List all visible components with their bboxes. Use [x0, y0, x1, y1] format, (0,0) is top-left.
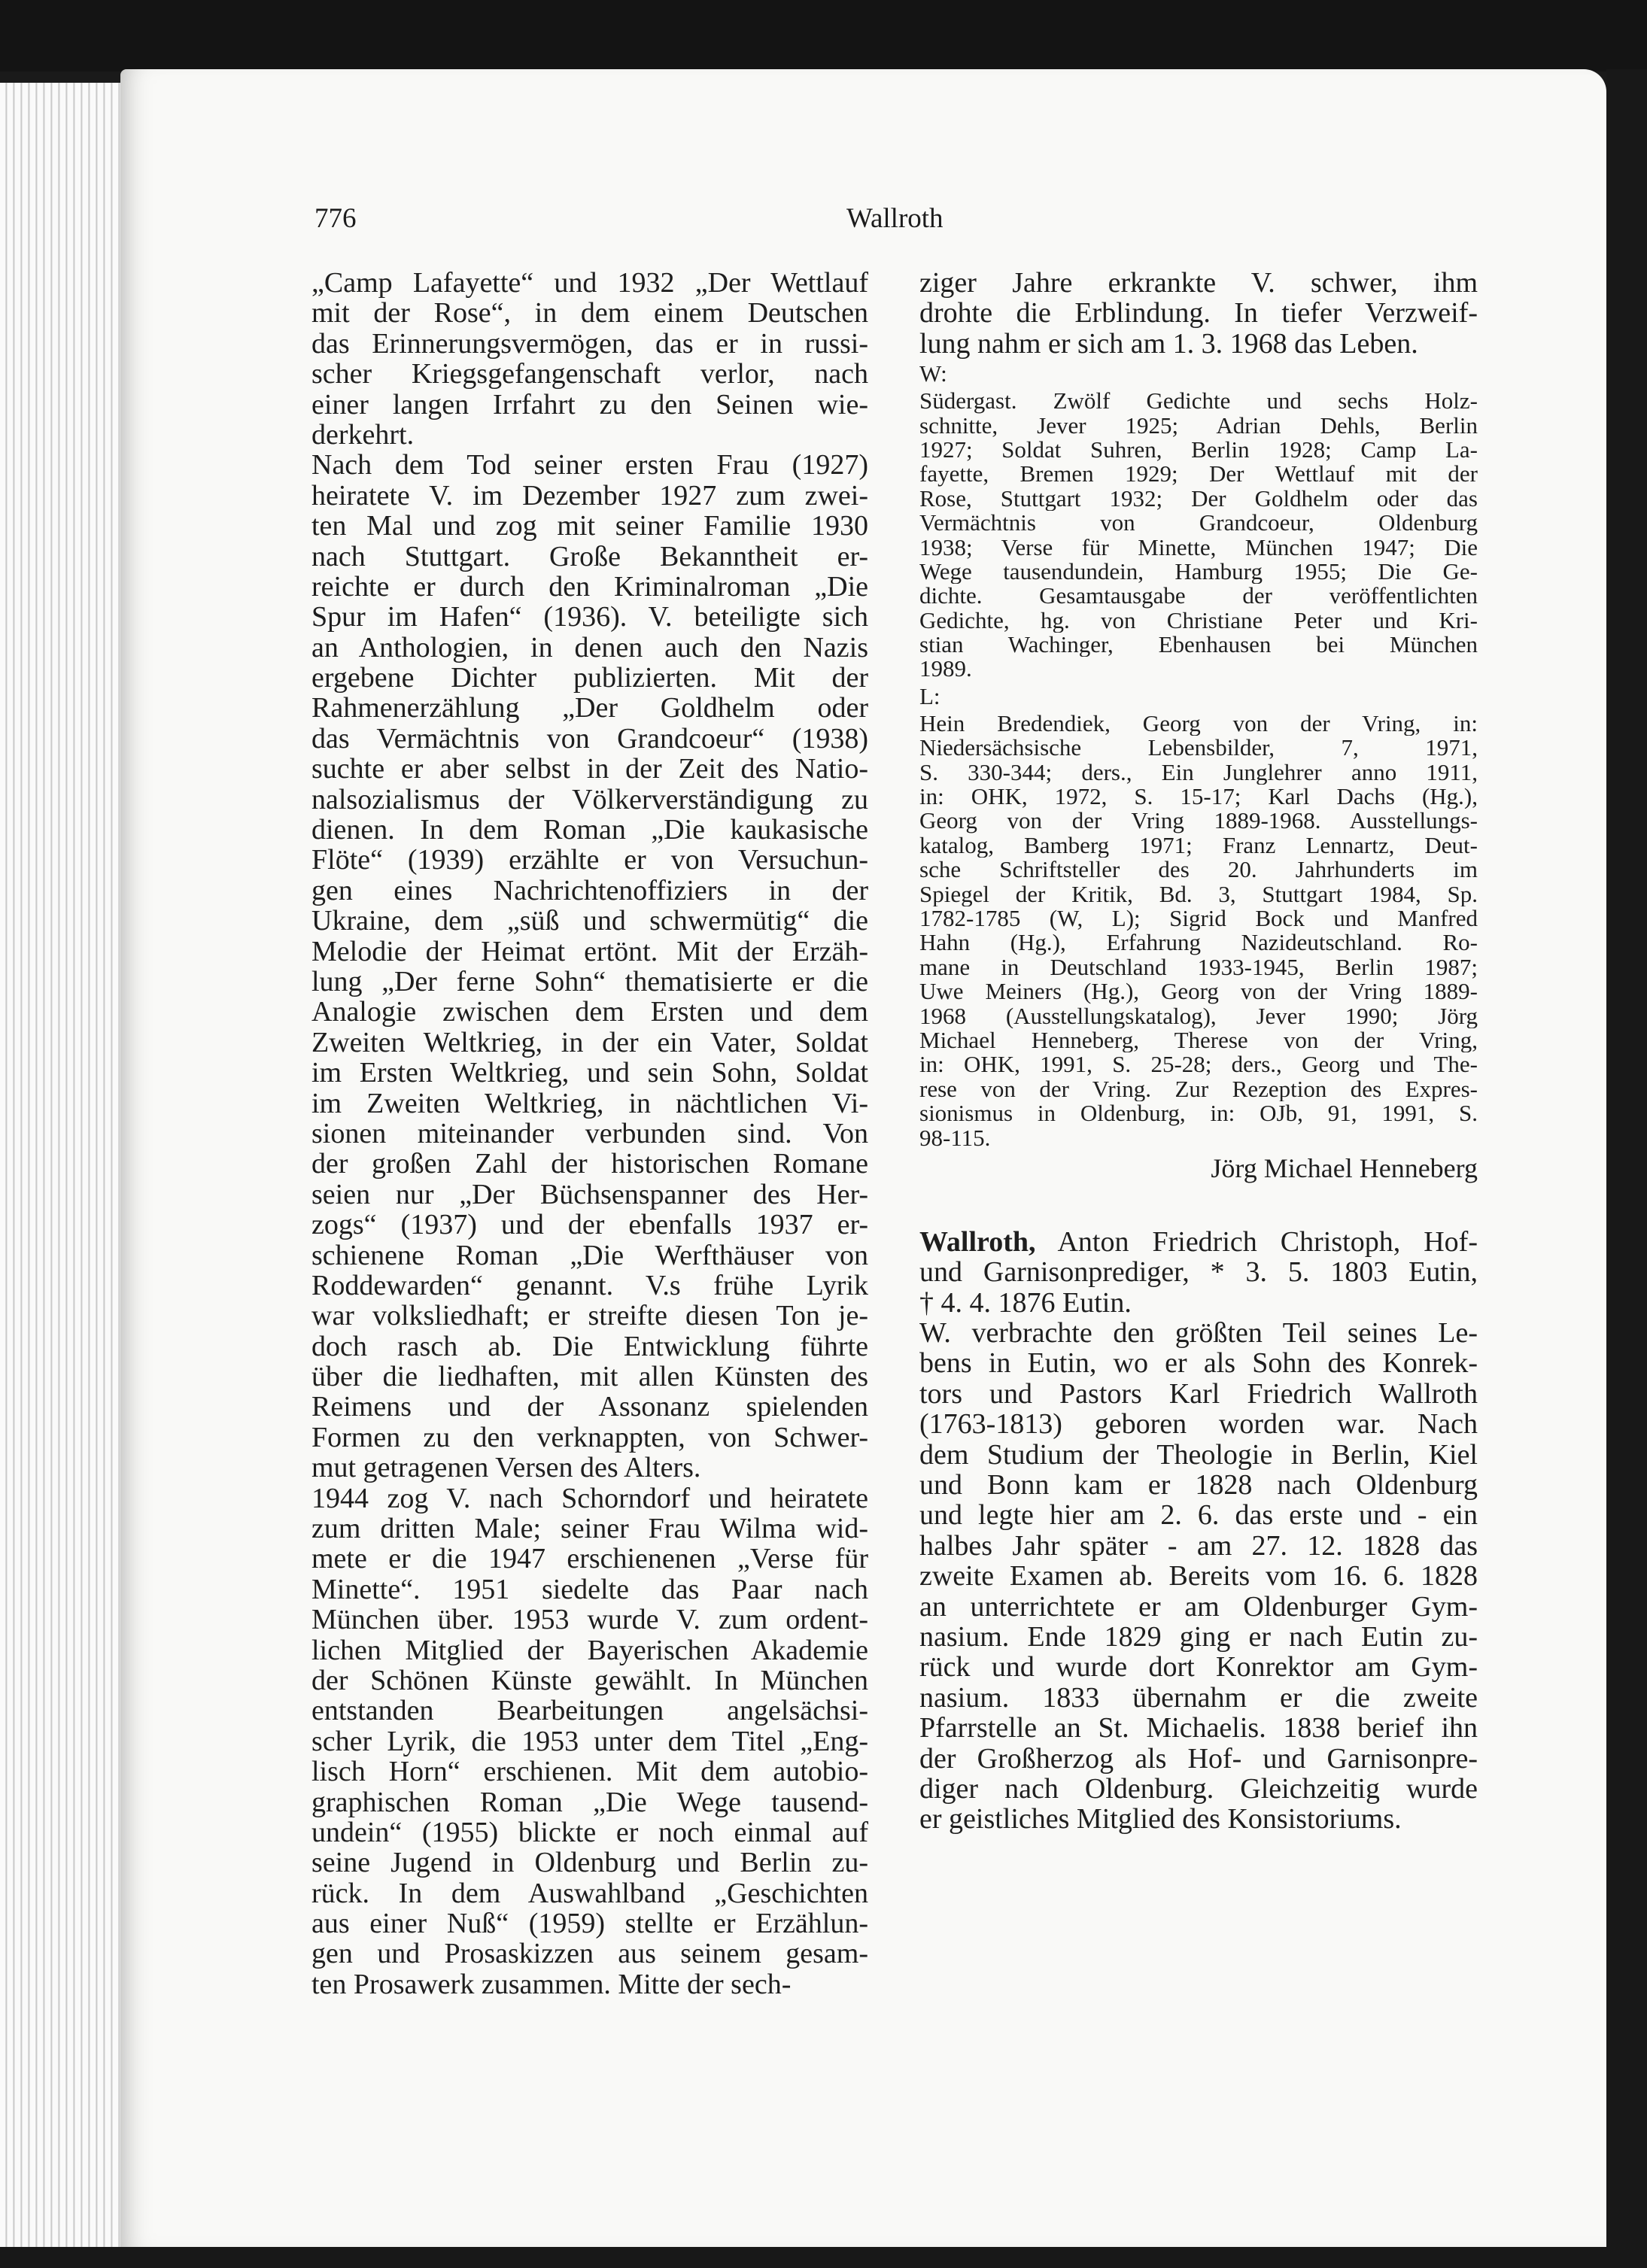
text-line: ergebene Dichter publizierten. Mit der: [311, 663, 868, 694]
text-line: 1927; Soldat Suhren, Berlin 1928; Camp La-: [919, 437, 1478, 463]
text-line: rese von der Vring. Zur Rezeption des Expres-: [919, 1076, 1478, 1102]
text-line: mit der Rose“, in dem einem Deutschen: [311, 298, 868, 329]
text-line: zweite Examen ab. Bereits vom 16. 6. 1828: [919, 1561, 1478, 1592]
text-line: 1968 (Ausstellungskatalog), Jever 1990; Jörg: [919, 1003, 1478, 1028]
text-line: reichte er durch den Kriminalroman „Die: [311, 571, 868, 603]
text-line: aus einer Nuß“ (1959) stellte er Erzählun-: [311, 1908, 868, 1939]
text-line: Nach dem Tod seiner ersten Frau (1927): [311, 450, 868, 481]
text-line: gen eines Nachrichtenoffiziers in der: [311, 875, 868, 906]
text-line: mete er die 1947 erschienenen „Verse für: [311, 1544, 868, 1574]
text-line: er geistliches Mitglied des Konsistoriums.: [919, 1804, 1402, 1835]
text-line: an unterrichtete er am Oldenburger Gym-: [919, 1591, 1478, 1622]
text-line: und Garnisonprediger, * 3. 5. 1803 Eutin,: [919, 1257, 1478, 1288]
text-line: scher Kriegsgefangenschaft verlor, nach: [311, 359, 868, 390]
text-line: lung nahm er sich am 1. 3. 1968 das Leben.: [919, 328, 1418, 360]
text-line: doch rasch ab. Die Entwicklung führte: [311, 1331, 868, 1362]
text-line: im Zweiten Weltkrieg, in nächtlichen Vi-: [311, 1088, 868, 1119]
text-line: nach Stuttgart. Große Bekanntheit er-: [311, 541, 868, 572]
text-line: Roddewarden“ genannt. V.s frühe Lyrik: [311, 1270, 868, 1301]
continuation-paragraph: [919, 268, 1478, 359]
text-line: sionen miteinander verbunden sind. Von: [311, 1118, 868, 1149]
text-line: rück und wurde dort Konrektor am Gym-: [919, 1652, 1478, 1683]
text-line: sche Schriftsteller des 20. Jahrhunderts im: [919, 858, 1478, 882]
text-line: lisch Horn“ erschienen. Mit dem autobio-: [311, 1756, 868, 1787]
text-line: ziger Jahre erkrankte V. schwer, ihm: [919, 268, 1478, 299]
entry-header: [919, 1257, 1478, 1318]
text-line: Zweiten Weltkrieg, in der ein Vater, Soldat: [311, 1027, 868, 1058]
text-line: Hahn (Hg.), Erfahrung Nazideutschland. Ro-: [919, 931, 1478, 955]
text-line: Georg von der Vring 1889-1968. Ausstellungs-: [919, 809, 1478, 833]
text-line: und Bonn kam er 1828 nach Oldenburg: [919, 1470, 1478, 1501]
text-line: Reimens und der Assonanz spielenden: [311, 1392, 868, 1422]
right-text-column: [919, 268, 1478, 1835]
text-line: lichen Mitglied der Bayerischen Akademie: [311, 1635, 868, 1665]
text-line: Spiegel der Kritik, Bd. 3, Stuttgart 1984, Sp.: [919, 882, 1478, 906]
text-line: der großen Zahl der historischen Romane: [311, 1149, 868, 1180]
scan-background-bottom: [0, 2247, 1647, 2268]
text-line: nasium. 1833 übernahm er die zweite: [919, 1682, 1478, 1714]
text-line: Niedersächsische Lebensbilder, 7, 1971,: [919, 736, 1478, 761]
text-line: Ukraine, dem „süß und schwermütig“ die: [311, 906, 868, 937]
text-line: der Schönen Künste gewählt. In München: [311, 1665, 868, 1696]
text-line: zogs“ (1937) und der ebenfalls 1937 er-: [311, 1210, 868, 1240]
running-head-title: Wallroth: [846, 203, 944, 234]
page-number: 776: [315, 203, 357, 234]
text-line: fayette, Bremen 1929; Der Wettlauf mit der: [919, 462, 1478, 487]
text-line: das Erinnerungsvermögen, das er in russi-: [311, 328, 868, 360]
text-line: mut getragenen Versen des Alters.: [311, 1453, 701, 1483]
text-line: dichte. Gesamtausgabe der veröffentlichten: [919, 584, 1478, 609]
text-line: Formen zu den verknappten, von Schwer-: [311, 1422, 868, 1453]
text-line: (1763-1813) geboren worden war. Nach: [919, 1409, 1478, 1440]
text-line: ten Mal und zog mit seiner Familie 1930: [311, 511, 868, 542]
text-line: ten Prosawerk zusammen. Mitte der sech-: [311, 1969, 792, 2000]
text-line: Rose, Stuttgart 1932; Der Goldhelm oder das: [919, 486, 1478, 512]
text-line: suchte er aber selbst in der Zeit des Natio-: [311, 754, 868, 785]
text-line: halbes Jahr später - am 27. 12. 1828 das: [919, 1530, 1478, 1562]
text-line: Melodie der Heimat ertönt. Mit der Erzäh-: [311, 936, 868, 967]
text-line: nalsozialismus der Völkerverständigung zu: [311, 784, 868, 815]
text-line: graphischen Roman „Die Wege tausend-: [311, 1787, 868, 1817]
text-line: schienene Roman „Die Werfthäuser von: [311, 1240, 868, 1271]
text-line: rück. In dem Auswahlband „Geschichten: [311, 1878, 868, 1909]
text-line: war volksliedhaft; er streifte diesen Ton je-: [311, 1301, 868, 1331]
entry-body: [919, 1318, 1478, 1835]
text-line: Uwe Meiners (Hg.), Georg von der Vring 1889-: [919, 979, 1478, 1004]
text-line: Spur im Hafen“ (1936). V. beteiligte sich: [311, 602, 868, 633]
text-line: in: OHK, 1991, S. 25-28; ders., Georg und The-: [919, 1052, 1478, 1077]
text-line: Analogie zwischen dem Ersten und dem: [311, 997, 868, 1028]
text-line: und legte hier am 2. 6. das erste und - ein: [919, 1500, 1478, 1531]
text-line: scher Lyrik, die 1953 unter dem Titel „Eng-: [311, 1726, 868, 1757]
text-line: dem Studium der Theologie in Berlin, Kiel: [919, 1439, 1478, 1471]
text-line: Rahmenerzählung „Der Goldhelm oder: [311, 693, 868, 724]
entry-header-rest: Anton Friedrich Christoph, Hof-: [1035, 1226, 1478, 1258]
text-line: Gedichte, hg. von Christiane Peter und Kri-: [919, 608, 1478, 633]
text-line: seine Jugend in Oldenburg und Berlin zu-: [311, 1847, 868, 1878]
text-line: sionismus in Oldenburg, in: OJb, 91, 1991, S.: [919, 1101, 1478, 1126]
text-line: in: OHK, 1972, S. 15-17; Karl Dachs (Hg.),: [919, 785, 1478, 809]
text-line: 1944 zog V. nach Schorndorf und heiratete: [311, 1483, 868, 1514]
text-line: München über. 1953 wurde V. zum ordent-: [311, 1605, 868, 1635]
text-line: Südergast. Zwölf Gedichte und sechs Holz-: [919, 389, 1478, 414]
text-line: 1782-1785 (W, L); Sigrid Bock und Manfred: [919, 906, 1478, 931]
text-line: „Camp Lafayette“ und 1932 „Der Wettlauf: [311, 268, 868, 299]
text-line: katalog, Bamberg 1971; Franz Lennartz, Deut-: [919, 833, 1478, 858]
text-line: stian Wachinger, Ebenhausen bei München: [919, 633, 1478, 657]
literature-label: L:: [919, 682, 940, 709]
text-line: nasium. Ende 1829 ging er nach Eutin zu-: [919, 1621, 1478, 1653]
text-line: über die liedhaften, mit allen Künsten des: [311, 1362, 868, 1392]
text-line: derkehrt.: [311, 419, 415, 451]
text-line: Michael Henneberg, Therese von der Vring,: [919, 1028, 1478, 1053]
works-list: [919, 389, 1478, 682]
text-line: 1938; Verse für Minette, München 1947; Die: [919, 535, 1478, 560]
works-label: W:: [919, 360, 947, 387]
scan-background-right: [1606, 69, 1647, 2268]
text-line: diger nach Oldenburg. Gleichzeitig wurde: [919, 1773, 1478, 1805]
text-line: † 4. 4. 1876 Eutin.: [919, 1287, 1132, 1319]
text-line: 98-115.: [919, 1125, 991, 1150]
text-line: seien nur „Der Büchsenspanner des Her-: [311, 1179, 868, 1210]
entry-header-first-line: [919, 1227, 1478, 1257]
book-page-edges: [0, 83, 135, 2249]
text-line: das Vermächtnis von Grandcoeur“ (1938): [311, 723, 868, 754]
text-line: heiratete V. im Dezember 1927 zum zwei-: [311, 480, 868, 512]
text-line: W. verbrachte den größten Teil seines Le-: [919, 1318, 1478, 1349]
text-line: Flöte“ (1939) erzählte er von Versuchun-: [311, 845, 868, 876]
author-signature: Jörg Michael Henneberg: [1211, 1152, 1478, 1183]
text-line: entstanden Bearbeitungen angelsächsi-: [311, 1696, 868, 1726]
text-line: S. 330-344; ders., Ein Junglehrer anno 1911,: [919, 760, 1478, 785]
text-line: einer langen Irrfahrt zu den Seinen wie-: [311, 389, 868, 420]
text-line: tors und Pastors Karl Friedrich Wallroth: [919, 1378, 1478, 1410]
text-line: der Großherzog als Hof- und Garnisonpre-: [919, 1743, 1478, 1774]
text-line: Pfarrstelle an St. Michaelis. 1838 berief ihn: [919, 1713, 1478, 1744]
text-line: zum dritten Male; seiner Frau Wilma wid-: [311, 1514, 868, 1544]
text-line: Hein Bredendiek, Georg von der Vring, in:: [919, 711, 1478, 736]
text-line: Vermächtnis von Grandcoeur, Oldenburg: [919, 511, 1478, 536]
text-line: an Anthologien, in denen auch den Nazis: [311, 632, 868, 663]
text-line: undein“ (1955) blickte er noch einmal auf: [311, 1817, 868, 1848]
left-text-column: [311, 268, 868, 1999]
text-line: mane in Deutschland 1933-1945, Berlin 1987;: [919, 955, 1478, 980]
text-line: 1989.: [919, 657, 972, 682]
text-line: drohte die Erblindung. In tiefer Verzweif-: [919, 298, 1478, 329]
scan-background-top: [0, 0, 1647, 71]
text-line: bens in Eutin, wo er als Sohn des Konrek-: [919, 1348, 1478, 1379]
text-line: Minette“. 1951 siedelte das Paar nach: [311, 1574, 868, 1605]
entry-spacer: [919, 1186, 1478, 1227]
text-line: gen und Prosaskizzen aus seinem gesam-: [311, 1939, 868, 1969]
text-line: lung „Der ferne Sohn“ thematisierte er die: [311, 966, 868, 997]
entry-name: Wallroth,: [919, 1226, 1036, 1258]
text-line: Wege tausendundein, Hamburg 1955; Die Ge-: [919, 559, 1478, 584]
literature-list: [919, 712, 1478, 1150]
text-line: dienen. In dem Roman „Die kaukasische: [311, 815, 868, 846]
text-line: im Ersten Weltkrieg, und sein Sohn, Soldat: [311, 1058, 868, 1088]
text-line: schnitte, Jever 1925; Adrian Dehls, Berlin: [919, 413, 1478, 438]
